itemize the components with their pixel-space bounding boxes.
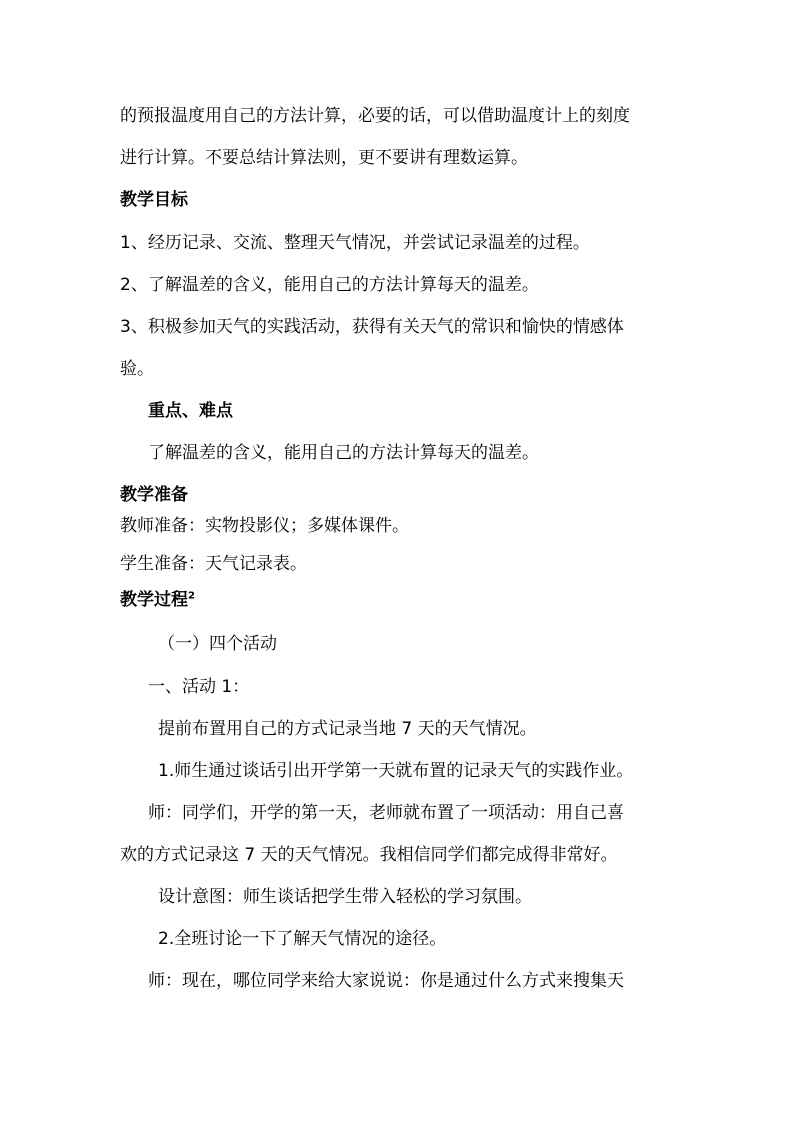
section-heading-preparation: 教学准备	[120, 485, 188, 505]
step-2: 2.全班讨论一下了解天气情况的途径。	[158, 929, 447, 949]
goal-item-3-continued: 验。	[120, 359, 154, 379]
process-heading-text: 教学过程	[120, 590, 188, 610]
step-1: 1.师生通过谈话引出开学第一天就布置的记录天气的实践作业。	[158, 761, 634, 781]
footnote-marker: 2	[188, 590, 195, 602]
student-preparation: 学生准备：天气记录表。	[120, 554, 307, 574]
section-heading-key-points: 重点、难点	[148, 401, 233, 421]
design-intent: 设计意图：师生谈话把学生带入轻松的学习氛围。	[158, 887, 532, 907]
goal-item-2: 2、了解温差的含义，能用自己的方法计算每天的温差。	[120, 275, 539, 295]
goal-item-1: 1、经历记录、交流、整理天气情况，并尝试记录温差的过程。	[120, 233, 590, 253]
paragraph-line: 进行计算。不要总结计算法则，更不要讲有理数运算。	[120, 148, 528, 168]
section-heading-process	[120, 589, 195, 611]
activity-description: 提前布置用自己的方式记录当地 7 天的天气情况。	[158, 719, 537, 739]
subsection-heading: （一）四个活动	[158, 634, 277, 654]
teacher-speech-1: 师：同学们，开学的第一天，老师就布置了一项活动：用自己喜	[148, 803, 624, 823]
teacher-speech-1-continued: 欢的方式记录这 7 天的天气情况。我相信同学们都完成得非常好。	[120, 845, 618, 865]
paragraph-line: 的预报温度用自己的方法计算，必要的话，可以借助温度计上的刻度	[120, 106, 630, 126]
goal-item-3: 3、积极参加天气的实践活动，获得有关天气的常识和愉快的情感体	[120, 317, 624, 337]
activity-heading: 一、活动 1：	[148, 677, 250, 697]
teacher-preparation: 教师准备：实物投影仪；多媒体课件。	[120, 516, 409, 536]
section-heading-goals: 教学目标	[120, 190, 188, 210]
key-points-text: 了解温差的含义，能用自己的方法计算每天的温差。	[148, 443, 539, 463]
teacher-speech-2: 师：现在，哪位同学来给大家说说：你是通过什么方式来搜集天	[148, 971, 624, 991]
